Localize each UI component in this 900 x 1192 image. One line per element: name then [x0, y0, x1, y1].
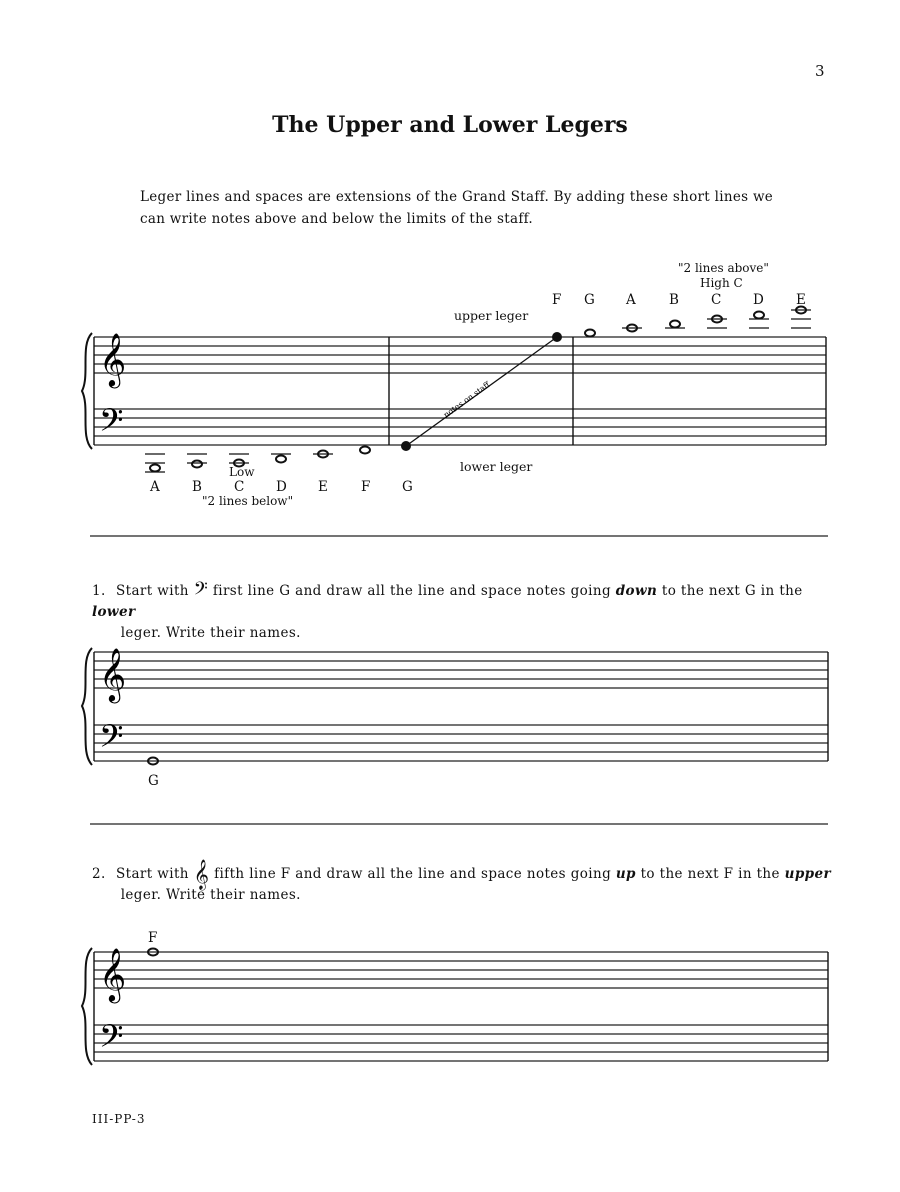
- upper-annotation-1: "2 lines above": [678, 261, 769, 275]
- upper-leger-notes: [585, 307, 811, 337]
- exercise-text: leger. Write their names.: [116, 887, 301, 903]
- intro-paragraph: Leger lines and spaces are extensions of the Grand Staff. By adding these short lines we can write notes above and below the limits of the staff.: [140, 189, 774, 227]
- exercise-text: Start with: [116, 583, 189, 599]
- lower-note-label: E: [318, 479, 328, 495]
- barlines: [94, 337, 826, 445]
- bass-clef-icon: 𝄢: [193, 578, 209, 604]
- treble-clef-icon: 𝄞: [99, 947, 127, 1001]
- lower-note-label: C: [234, 479, 245, 495]
- treble-clef-icon: 𝄞: [99, 332, 127, 386]
- upper-note-label: C: [711, 292, 722, 308]
- ex2-treble-staff: [94, 952, 828, 988]
- exercise-1-instructions: [92, 578, 832, 644]
- exercise-number: 1.: [92, 583, 106, 599]
- exercise-text: first line G and draw all the line and space notes going: [208, 583, 616, 599]
- exercise-2-instructions: [92, 859, 832, 906]
- treble-clef-icon: 𝄞: [99, 647, 127, 701]
- ex2-note-label: F: [148, 930, 158, 946]
- exercise-emphasis: lower: [92, 604, 136, 620]
- lower-annotation-bottom: "2 lines below": [202, 494, 294, 508]
- lower-leger-label: lower leger: [460, 459, 533, 474]
- lower-note-label: A: [150, 479, 160, 495]
- brace-icon: [82, 948, 92, 1065]
- brace-icon: [82, 648, 92, 765]
- upper-note-label: D: [753, 292, 764, 308]
- exercise-text: fifth line F and draw all the line and space notes going: [209, 866, 616, 882]
- lower-note-label: D: [276, 479, 287, 495]
- upper-leger-label: upper leger: [454, 308, 529, 323]
- treble-staff-lines: [94, 337, 826, 373]
- exercise-text: to the next G in the: [657, 583, 803, 599]
- exercise-text: to the next F in the: [635, 866, 785, 882]
- ex1-bass-staff: [94, 725, 828, 761]
- footer-code: III-PP-3: [92, 1112, 146, 1126]
- exercise-emphasis: upper: [784, 866, 832, 882]
- start-note-F: [552, 332, 562, 342]
- page-title: The Upper and Lower Legers: [272, 112, 628, 138]
- ex1-note-label: G: [148, 773, 159, 789]
- page-number: 3: [815, 62, 825, 80]
- lower-note-label: G: [402, 479, 413, 495]
- bass-clef-icon: 𝄢: [99, 1018, 124, 1062]
- ex2-bass-staff: [94, 1025, 828, 1061]
- lower-annotation-top: Low: [229, 465, 255, 479]
- upper-note-label: E: [796, 292, 806, 308]
- exercise-emphasis: down: [615, 583, 658, 599]
- bass-clef-icon: 𝄢: [99, 402, 124, 446]
- lower-note-label: B: [192, 479, 202, 495]
- upper-annotation-2: High C: [700, 276, 743, 290]
- exercise-text: Start with: [116, 866, 189, 882]
- exercise-text: leger. Write their names.: [116, 625, 301, 641]
- bass-staff-lines: [94, 409, 826, 445]
- treble-clef-icon: 𝄞: [193, 859, 210, 890]
- start-note-G: [401, 441, 411, 451]
- exercise-number: 2.: [92, 866, 106, 882]
- upper-note-label: A: [626, 292, 636, 308]
- brace-icon: [82, 333, 92, 449]
- upper-note-label: G: [584, 292, 595, 308]
- bass-clef-icon: 𝄢: [99, 718, 124, 762]
- exercise-emphasis: up: [615, 866, 636, 882]
- upper-note-label: B: [669, 292, 679, 308]
- lower-note-label: F: [361, 479, 371, 495]
- notes-on-staff-label: notes on staff: [441, 380, 492, 420]
- ex1-treble-staff: [94, 652, 828, 688]
- lower-leger-notes: [145, 447, 370, 473]
- upper-note-label: F: [552, 292, 562, 308]
